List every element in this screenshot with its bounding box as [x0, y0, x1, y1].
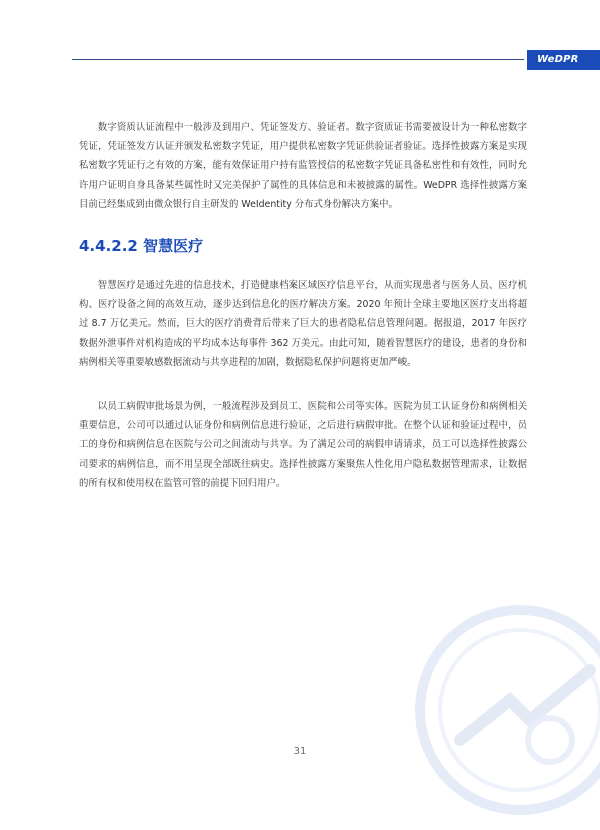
watermark-emblem [400, 590, 600, 830]
header-rule [72, 59, 524, 60]
wedpr-logo: WeDPR [527, 50, 600, 70]
intro-paragraph: 数字资质认证流程中一般涉及到用户、凭证签发方、验证者。数字资质证书需要被设计为一种私密数字凭证，凭证签发方认证并颁发私密数字凭证，用户提供私密数字凭证供验证者验证。选择性披露方案是实现私密数字凭证行之有效的方案，能有效保证用户持有监管授信的私密数字凭证具备私密性和有效性，同时允许用户证明自身具备某些属性时又完美保护了属性的具体信息和未被披露的属性。WeDPR 选择性披露方案目前已经集成到由微众银行自主研发的 WeIdentity 分布式身份解决方案中。 [79, 122, 527, 210]
page-number: 31 [293, 746, 307, 757]
section-paragraph-2: 以员工病假审批场景为例，一般流程涉及到员工、医院和公司等实体。医院为员工认证身份和病例相关重要信息，公司可以通过认证身份和病例信息进行验证，之后进行病假审批。在整个认证和验证过程中，员工的身份和病例信息在医院与公司之间流动与共享。为了满足公司的病假申请请求，员工可以选择性披露公司要求的病例信息，而不用呈现全部既往病史。选择性披露方案聚焦人性化用户隐私数据管理需求，让数据的所有权和使用权在监管可管的前提下回归用户。 [79, 401, 527, 489]
section-title: 4.4.2.2 智慧医疗 [79, 237, 204, 255]
section-paragraph-1: 智慧医疗是通过先进的信息技术，打造健康档案区域医疗信息平台，从而实现患者与医务人员、医疗机构、医疗设备之间的高效互动，逐步达到信息化的医疗解决方案。2020 年预计全球主要地区医疗支出将超过 8.7 万亿美元。然而，巨大的医疗消费背后带来了巨大的患者隐私信息管理问题。据报道，2017 年医疗数据外泄事件对机构造成的平均成本达每事件 362 万美元。由此可知，随着智慧医疗的建设，患者的身份和病例相关等重要敏感数据流动与共享进程的加剧，数据隐私保护问题将更加严峻。 [79, 280, 527, 368]
